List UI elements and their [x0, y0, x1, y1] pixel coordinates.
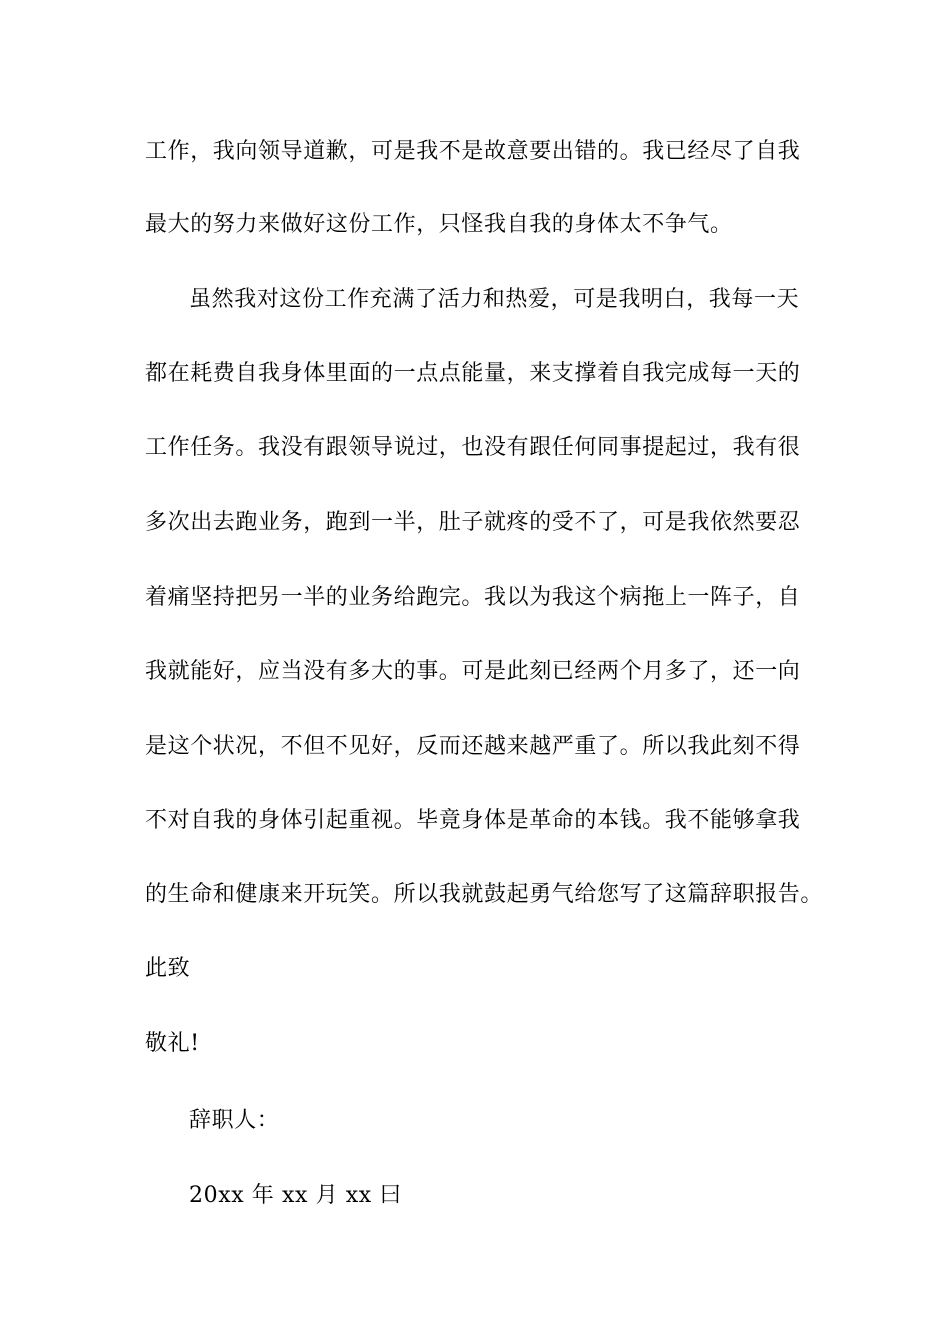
- paragraph-1-line-1: 工作，我向领导道歉，可是我不是故意要出错的。我已经尽了自我: [145, 139, 801, 164]
- signature-label: 辞职人：: [189, 1108, 280, 1133]
- paragraph-2-line-8: 不对自我的身体引起重视。毕竟身体是革命的本钱。我不能够拿我: [145, 808, 801, 833]
- paragraph-2-line-3: 工作任务。我没有跟领导说过，也没有跟任何同事提起过，我有很: [145, 435, 801, 460]
- closing-respect: 敬礼!: [145, 1031, 200, 1056]
- paragraph-1-line-2: 最大的努力来做好这份工作，只怪我自我的身体太不争气。: [145, 212, 733, 237]
- paragraph-2-line-6: 我就能好，应当没有多大的事。可是此刻已经两个月多了，还一向: [145, 659, 801, 684]
- paragraph-2-line-2: 都在耗费自我身体里面的一点点能量，来支撑着自我完成每一天的: [145, 361, 801, 386]
- paragraph-2-line-9: 的生命和健康来开玩笑。所以我就鼓起勇气给您写了这篇辞职报告。: [145, 882, 824, 907]
- paragraph-2-line-7: 是这个状况，不但不见好，反而还越来越严重了。所以我此刻不得: [145, 734, 801, 759]
- closing-salutation: 此致: [145, 956, 191, 981]
- date-line: 20xx 年 xx 月 xx 曰: [189, 1183, 403, 1208]
- paragraph-2-line-1: 虽然我对这份工作充满了活力和热爱，可是我明白，我每一天: [189, 287, 800, 312]
- paragraph-2-line-5: 着痛坚持把另一半的业务给跑完。我以为我这个病拖上一阵子，自: [145, 585, 801, 610]
- paragraph-2-line-4: 多次出去跑业务，跑到一半，肚子就疼的受不了，可是我依然要忍: [145, 510, 801, 535]
